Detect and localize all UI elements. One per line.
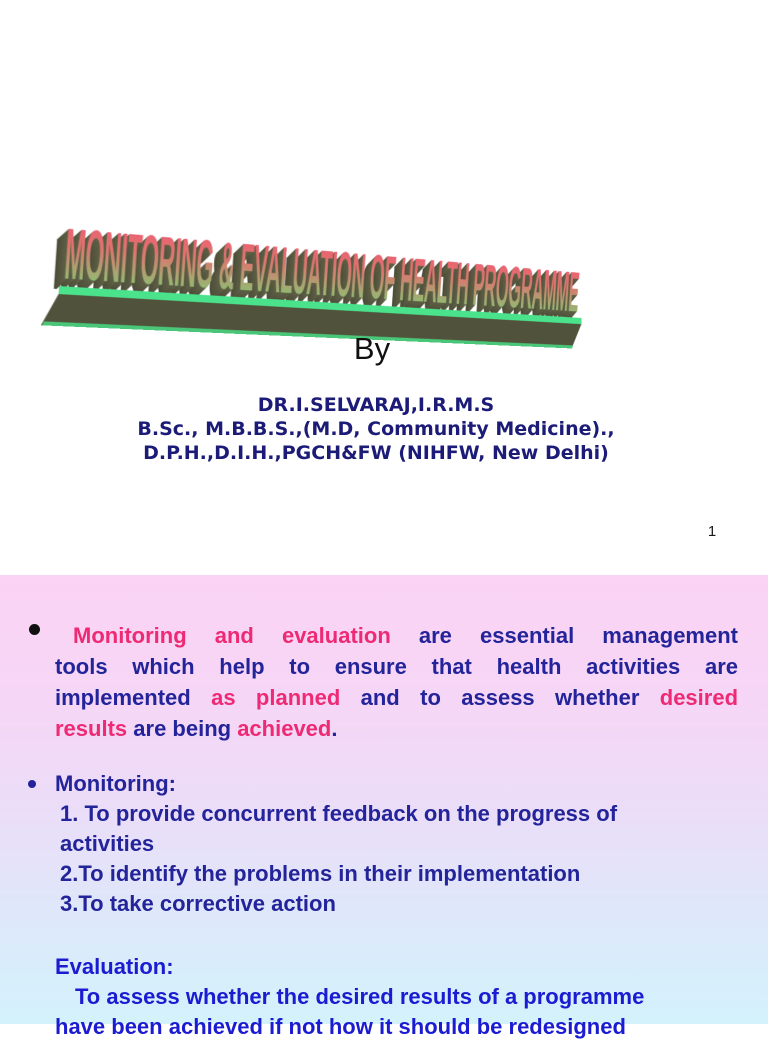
intro-line-4: results are being achieved. — [55, 716, 338, 741]
bullet-icon — [29, 624, 40, 635]
evaluation-line-1: To assess whether the desired results of a programme — [75, 984, 645, 1009]
page-number: 1 — [707, 523, 717, 540]
author-name: DR.I.SELVARAJ,I.R.M.S — [257, 394, 495, 416]
evaluation-section — [55, 952, 755, 1042]
evaluation-heading: Evaluation: — [55, 954, 174, 979]
intro-line-1: Monitoring and evaluation are essential management — [73, 623, 738, 648]
author-degrees-1: B.Sc., M.B.B.S.,(M.D, Community Medicine)., — [137, 418, 615, 440]
intro-line-2: tools which help to ensure that health activities are — [55, 654, 738, 679]
monitoring-item-2: 2.To identify the problems in their implementation — [60, 861, 581, 886]
evaluation-line-2: have been achieved if not how it should be redesigned — [55, 1014, 626, 1039]
monitoring-item-1-line-1: 1. To provide concurrent feedback on the progress of — [60, 801, 618, 826]
monitoring-list — [60, 799, 750, 919]
monitoring-item-3: 3.To take corrective action — [60, 891, 336, 916]
intro-line-3: implemented as planned and to assess whether desired — [55, 685, 739, 710]
content-slide — [0, 575, 768, 1039]
author-degrees-2: D.P.H.,D.I.H.,PGCH&FW (NIHFW, New Delhi) — [143, 442, 609, 464]
bullet-icon — [28, 780, 36, 788]
author-block — [0, 393, 752, 465]
intro-paragraph — [55, 620, 738, 744]
by-label: By — [353, 331, 391, 366]
monitoring-item-1-line-2: activities — [60, 831, 155, 856]
monitoring-heading: Monitoring: — [55, 771, 176, 796]
